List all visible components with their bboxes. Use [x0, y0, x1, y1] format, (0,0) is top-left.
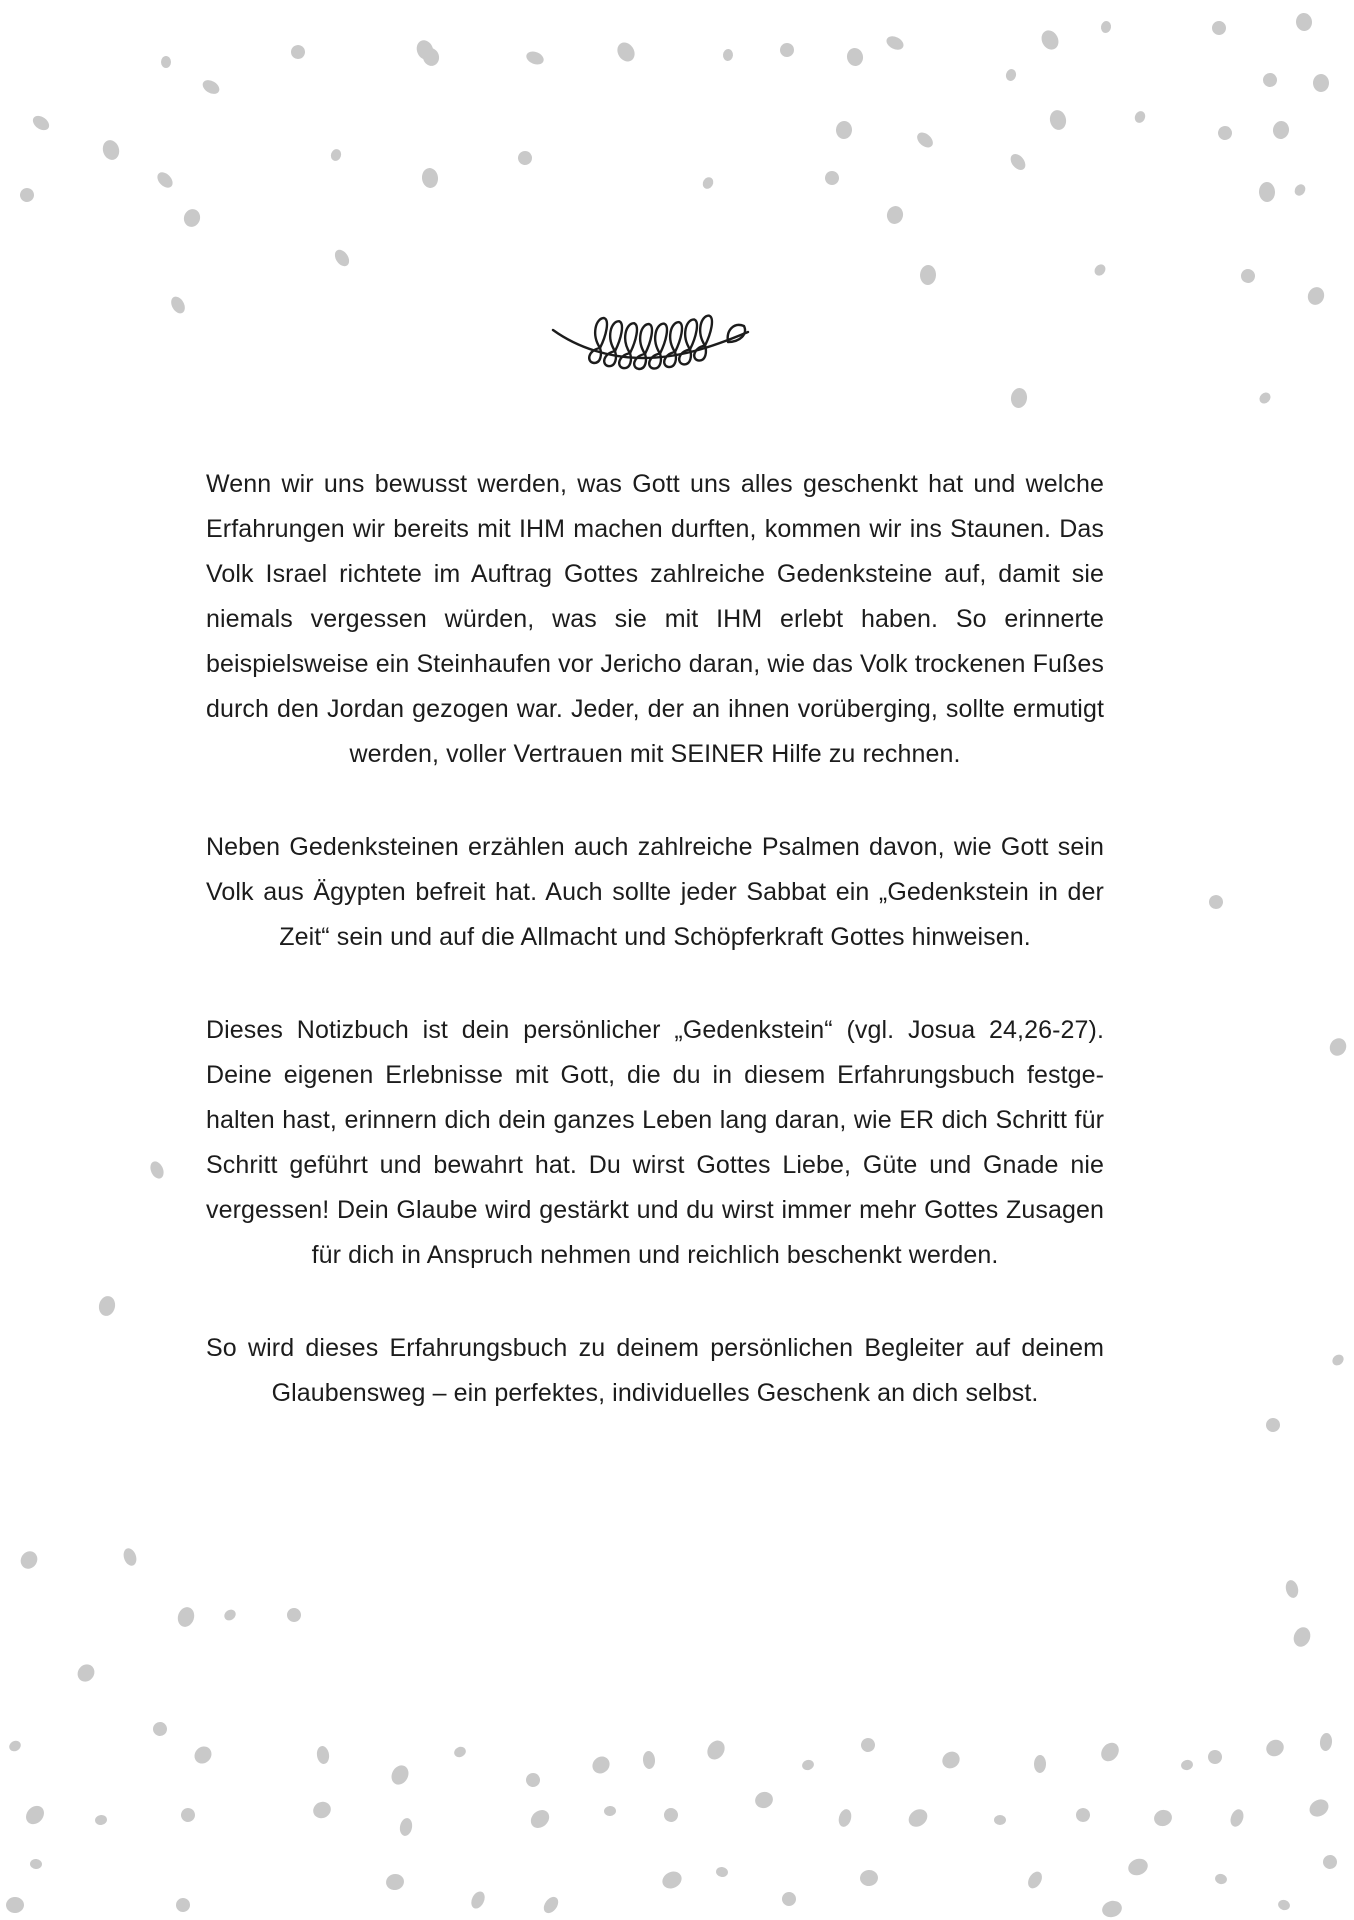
confetti-dot — [1266, 1418, 1281, 1433]
confetti-dot — [939, 1748, 963, 1772]
confetti-dot — [1180, 1759, 1194, 1772]
confetti-dot — [100, 138, 121, 162]
confetti-dot — [1133, 109, 1147, 124]
confetti-dot — [191, 1743, 215, 1767]
confetti-dot — [152, 1721, 168, 1737]
confetti-dot — [161, 56, 171, 68]
confetti-dot — [398, 1817, 413, 1837]
confetti-dot — [168, 294, 187, 316]
confetti-dot — [94, 1814, 108, 1826]
confetti-dot — [30, 1858, 43, 1869]
confetti-dot — [835, 120, 852, 139]
confetti-dot — [175, 1605, 196, 1629]
confetti-dot — [1272, 120, 1291, 140]
confetti-dot — [1100, 20, 1112, 34]
confetti-dot — [659, 1868, 684, 1891]
confetti-dot — [1214, 1873, 1228, 1886]
confetti-dot — [1306, 1796, 1331, 1820]
sprig-leaf-upper — [595, 318, 607, 348]
confetti-dot — [332, 247, 352, 269]
confetti-dot — [1005, 68, 1018, 82]
confetti-dot — [1208, 894, 1224, 910]
confetti-dot — [642, 1751, 655, 1770]
confetti-dot — [1257, 390, 1273, 406]
sprig-leaf-upper — [625, 323, 637, 353]
sprig-leaf-lower — [649, 354, 661, 369]
confetti-dot — [994, 1815, 1006, 1825]
confetti-dot — [1305, 285, 1327, 308]
confetti-dot — [1284, 1579, 1300, 1599]
confetti-dot — [1291, 1625, 1314, 1650]
confetti-dot — [1260, 70, 1280, 90]
confetti-dot — [1152, 1808, 1174, 1828]
confetti-dot — [316, 1745, 331, 1765]
confetti-dot — [1073, 1805, 1093, 1825]
confetti-dot — [722, 49, 733, 62]
intro-text — [206, 462, 1104, 1464]
sprig-leaf-upper — [610, 321, 622, 351]
confetti-dot — [885, 204, 905, 225]
confetti-dot — [1292, 182, 1307, 198]
confetti-dot — [469, 1889, 488, 1910]
confetti-dot — [1048, 109, 1068, 132]
confetti-dot — [1277, 1898, 1292, 1912]
confetti-dot — [1295, 12, 1313, 32]
confetti-dot — [1320, 1852, 1340, 1872]
confetti-dot — [614, 39, 638, 64]
confetti-dot — [1313, 74, 1329, 92]
sprig-leaf-upper — [685, 319, 697, 349]
confetti-dot — [801, 1758, 816, 1772]
confetti-dot — [288, 42, 308, 62]
confetti-dot — [1330, 1352, 1346, 1367]
confetti-dot — [452, 1745, 467, 1759]
confetti-dot — [837, 1808, 853, 1829]
paragraph-1: Wenn wir uns bewusst werden, was Gott uns alles geschenkt hat und welche Erfahrungen wir bereits mit IHM machen durften, kommen wir ins Staunen. Das Volk Israel richtete im Auftrag Gottes zahlreiche Gedenksteine auf, damit sie niemals vergessen würden, was sie mit IHM erlebt haben. So erinnerte beispielsweise ein Steinhaufen vor Jericho daran, wie das Volk trockenen Fußes durch den Jordan gezogen war. Jeder, der an ihnen vorüberging, sollte ermutigt werden, voller Vertrauen mit SEINER Hilfe zu rechnen. — [206, 470, 1104, 768]
confetti-dot — [859, 1736, 876, 1753]
confetti-dot — [525, 1772, 542, 1789]
confetti-dot — [1034, 1755, 1046, 1773]
sprig-leaf-upper — [670, 322, 682, 352]
confetti-dot — [604, 1805, 617, 1816]
confetti-dot — [701, 175, 716, 190]
confetti-dot — [182, 207, 203, 229]
confetti-dot — [753, 1789, 776, 1810]
confetti-dot — [1263, 1737, 1287, 1760]
confetti-dot — [905, 1806, 931, 1831]
confetti-dot — [7, 1739, 22, 1754]
confetti-dot — [1010, 387, 1029, 409]
confetti-dot — [919, 265, 936, 286]
paragraph-2: Neben Gedenksteinen erzählen auch zahlreiche Psalmen davon, wie Gott sein Volk aus Ägypten befreit hat. Auch sollte jeder Sabbat ein „Gedenkstein in der Zeit“ sein und auf die Allmacht und Schöpferkraft Gottes hinweisen. — [206, 833, 1104, 951]
confetti-dot — [17, 1548, 40, 1572]
confetti-dot — [1206, 1748, 1224, 1766]
confetti-dot — [859, 1869, 879, 1887]
confetti-dot — [222, 1607, 238, 1622]
confetti-dot — [30, 113, 52, 133]
confetti-dot — [1209, 18, 1229, 38]
confetti-dot — [515, 148, 534, 167]
confetti-dot — [914, 130, 935, 151]
confetti-dot — [1216, 124, 1235, 143]
sprig-leaf-upper — [655, 324, 667, 354]
confetti-dot — [541, 1894, 561, 1916]
confetti-dot — [18, 186, 36, 204]
confetti-dot — [74, 1661, 98, 1685]
confetti-dot — [1100, 1898, 1124, 1919]
sprig-leaf-upper — [640, 324, 652, 354]
confetti-dot — [589, 1753, 613, 1777]
confetti-dot — [388, 1762, 412, 1787]
sprig-leaf-lower — [634, 354, 646, 369]
confetti-dot — [385, 1872, 406, 1891]
confetti-dot — [22, 1802, 47, 1828]
confetti-dot — [173, 1895, 193, 1915]
confetti-dot — [845, 47, 864, 68]
confetti-dot — [329, 148, 343, 163]
confetti-dot — [148, 1159, 166, 1180]
confetti-dot — [524, 49, 545, 67]
confetti-dot — [310, 1799, 333, 1821]
confetti-dot — [200, 77, 222, 97]
confetti-dot — [1240, 268, 1257, 285]
confetti-dot — [884, 34, 905, 53]
confetti-dot — [179, 1806, 198, 1825]
confetti-dot — [777, 40, 797, 60]
sprig-leaf-upper — [700, 316, 712, 346]
confetti-dot — [421, 167, 439, 189]
confetti-dot — [97, 1294, 117, 1317]
confetti-dot — [1008, 151, 1029, 173]
confetti-dot — [704, 1737, 728, 1762]
confetti-dot — [1228, 1807, 1246, 1828]
paragraph-3: Dieses Notizbuch ist dein persönlicher „Gedenkstein“ (vgl. Josua 24,26-27). Deine eigenen Erlebnisse mit Gott, die du in diesem Erfahrungsbuch festgehalten hast, erinnern dich dein ganzes Leben lang daran, wie ER dich Schritt für Schritt geführt und bewahrt hat. Du wirst Gottes Liebe, Güte und Gnade nie vergessen! Dein Glaube wird gestärkt und du wirst immer mehr Gottes Zusagen für dich in Anspruch nehmen und reichlich beschenkt werden. — [206, 1016, 1104, 1269]
confetti-dot — [1319, 1732, 1333, 1751]
confetti-dot — [1038, 27, 1061, 52]
confetti-dot — [823, 169, 841, 187]
confetti-dot — [715, 1866, 729, 1878]
confetti-dot — [154, 169, 175, 190]
confetti-dot — [1025, 1869, 1045, 1891]
confetti-dot — [121, 1547, 138, 1568]
confetti-dot — [527, 1806, 553, 1831]
paragraph-4: So wird dieses Erfahrungsbuch zu deinem persönlichen Begleiter auf deinem Glaubensweg – ein perfektes, individuelles Geschenk an dich selbst. — [206, 1334, 1104, 1407]
confetti-dot — [1126, 1856, 1151, 1878]
confetti-dot — [6, 1897, 24, 1913]
confetti-dot — [1259, 182, 1276, 203]
confetti-dot — [287, 1608, 301, 1622]
laurel-sprig-icon — [548, 308, 758, 378]
confetti-dot — [779, 1889, 799, 1909]
confetti-dot — [661, 1805, 680, 1824]
confetti-dot — [1098, 1739, 1123, 1765]
confetti-dot — [1327, 1035, 1350, 1059]
confetti-dot — [1092, 262, 1107, 278]
